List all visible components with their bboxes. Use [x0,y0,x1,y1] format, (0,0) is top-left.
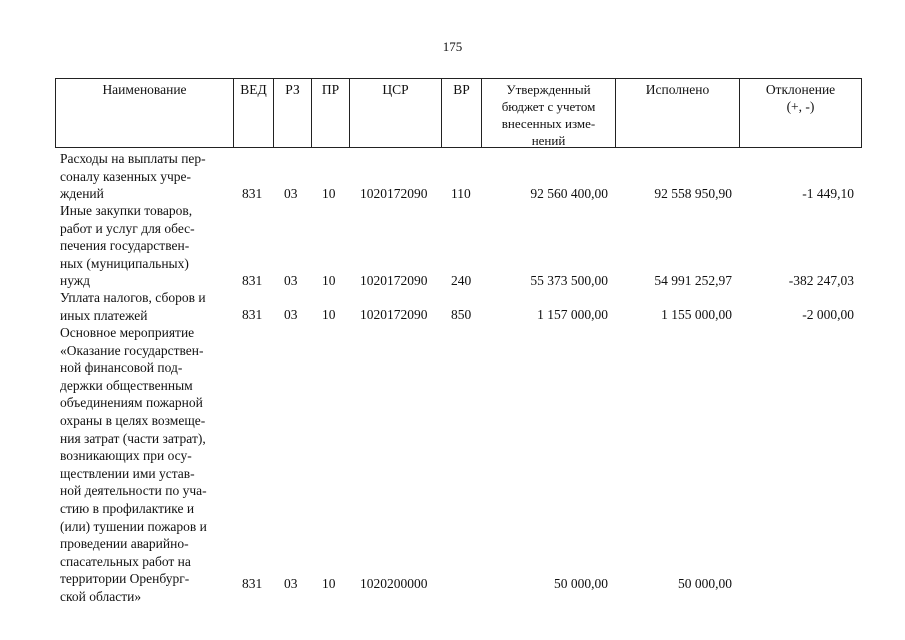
row-approved: 92 560 400,00 [530,186,608,201]
row-rz: 03 [284,307,298,322]
row-approved: 50 000,00 [554,576,608,591]
row-ved: 831 [242,307,263,322]
header-approved: Утвержденный бюджет с учетом внесенных изме- нений [482,79,616,147]
row-vr: 850 [451,307,472,322]
row-csr: 1020172090 [360,186,428,201]
row-pr: 10 [322,186,336,201]
row-vr: 240 [451,273,472,288]
row-executed: 50 000,00 [678,576,732,591]
header-vr: ВР [442,79,482,147]
row-name: Основное мероприятие «Оказание государствен- ной финансовой под- держки общественным объединениям пожарной охраны в целях возмеще- ния затрат (части затрат), возникающих при осу- ществлении ими устав- ной деятельности по уча- стию в профилактике и (или) тушении пожаров и проведении аварийно- спасательных работ на территории Оренбург- ской области» [60,325,207,604]
row-ved: 831 [242,186,263,201]
header-csr: ЦСР [350,79,442,147]
page-number: 175 [442,39,463,54]
row-csr: 1020172090 [360,273,428,288]
header-ved: ВЕД [234,79,274,147]
header-rz: РЗ [274,79,312,147]
row-pr: 10 [322,273,336,288]
row-pr: 10 [322,307,336,322]
row-name: Иные закупки товаров, работ и услуг для обес- печения государствен- ных (муниципальных) нужд [60,203,195,289]
row-rz: 03 [284,576,298,591]
row-ved: 831 [242,273,263,288]
row-approved: 1 157 000,00 [537,307,608,322]
row-deviation: -2 000,00 [802,307,854,322]
row-csr: 1020172090 [360,307,428,322]
row-executed: 92 558 950,90 [654,186,732,201]
row-deviation: -382 247,03 [788,273,854,288]
header-executed: Исполнено [616,79,740,147]
row-approved: 55 373 500,00 [530,273,608,288]
header-deviation: Отклонение (+, -) [765,82,836,114]
row-name: Расходы на выплаты пер- соналу казенных учре- ждений [60,151,206,202]
row-rz: 03 [284,273,298,288]
row-name: Уплата налогов, сборов и иных платежей [60,290,206,323]
row-deviation: -1 449,10 [802,186,854,201]
row-pr: 10 [322,576,336,591]
row-vr: 110 [451,186,471,201]
table-header [55,78,862,148]
header-pr: ПР [312,79,350,147]
row-ved: 831 [242,576,263,591]
row-csr: 1020200000 [360,576,428,591]
row-executed: 1 155 000,00 [661,307,732,322]
header-name: Наименование [56,79,234,147]
row-executed: 54 991 252,97 [654,273,732,288]
row-rz: 03 [284,186,298,201]
